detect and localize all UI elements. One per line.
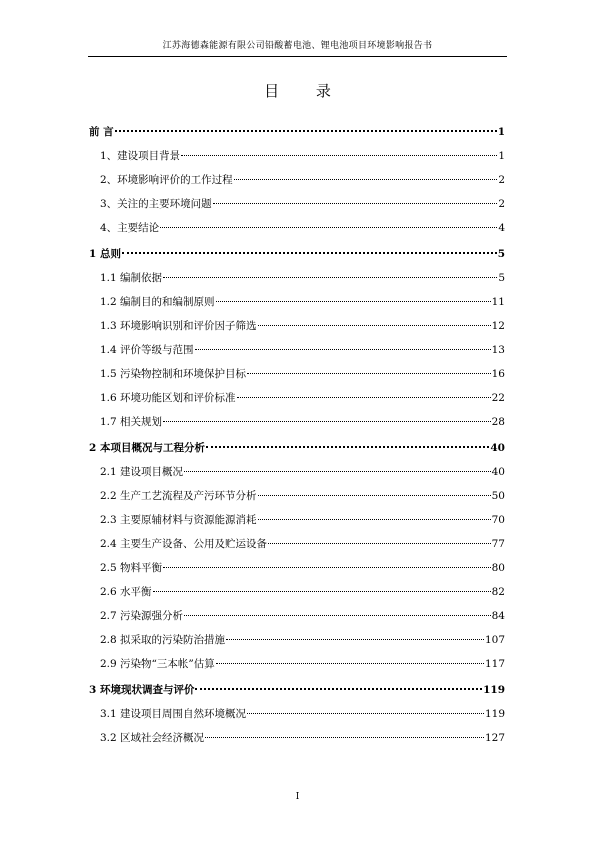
toc-section-entry[interactable] — [89, 270, 505, 294]
dot-leader — [195, 688, 482, 690]
toc-section-entry[interactable] — [89, 464, 505, 488]
toc-chapter-entry[interactable] — [89, 440, 505, 464]
toc-page-number: 107 — [484, 634, 505, 646]
toc-page-number: 11 — [491, 296, 505, 308]
toc-entry-text: 1.2 编制目的和编制原则 — [100, 296, 215, 308]
toc-section-entry[interactable] — [89, 366, 505, 390]
toc-entry-text: 2.7 污染源强分析 — [100, 610, 184, 622]
dot-leader — [181, 155, 497, 156]
toc-page-number: 40 — [490, 442, 505, 454]
toc-entry-text: 2.4 主要生产设备、公用及贮运设备 — [100, 538, 268, 550]
toc-section-entry[interactable] — [89, 536, 505, 560]
dot-leader — [184, 615, 491, 616]
toc-section-entry[interactable] — [89, 632, 505, 656]
toc-page-number: 5 — [498, 272, 505, 284]
dot-leader — [205, 737, 484, 738]
toc-entry-text: 3.2 区域社会经济概况 — [100, 732, 205, 744]
toc-section-entry[interactable] — [89, 294, 505, 318]
toc-section-entry[interactable] — [89, 390, 505, 414]
dot-leader — [184, 471, 491, 472]
dot-leader — [216, 301, 491, 302]
toc-entry-text: 2.6 水平衡 — [100, 586, 152, 598]
toc-page-number: 12 — [491, 320, 505, 332]
toc-entry-text: 1.1 编制依据 — [100, 272, 163, 284]
toc-section-entry[interactable] — [89, 172, 505, 196]
toc-entry-text: 2.9 污染物“三本帐”估算 — [100, 658, 215, 670]
toc-entry-text: 1.5 污染物控制和环境保护目标 — [100, 368, 247, 380]
running-header: 江苏海德森能源有限公司铅酸蓄电池、锂电池项目环境影响报告书 — [162, 41, 433, 51]
dot-leader — [160, 227, 497, 228]
toc-page-number: 82 — [491, 586, 505, 598]
toc-entry-text: 3 环境现状调查与评价 — [89, 684, 195, 696]
toc-page-number: 117 — [484, 658, 505, 670]
toc-page-number: 16 — [491, 368, 505, 380]
toc-entry-text: 2.8 拟采取的污染防治措施 — [100, 634, 226, 646]
toc-entry-text: 2.2 生产工艺流程及产污环节分析 — [100, 490, 257, 502]
toc-page-number: 22 — [491, 392, 505, 404]
toc-page-number: 127 — [484, 732, 505, 744]
toc-page-number: 84 — [491, 610, 505, 622]
toc-chapter-entry[interactable] — [89, 124, 505, 148]
dot-leader — [247, 713, 484, 714]
dot-leader — [258, 325, 491, 326]
toc-page-number: 119 — [484, 708, 505, 720]
dot-leader — [268, 543, 491, 544]
toc-section-entry[interactable] — [89, 512, 505, 536]
toc-page-number: 1 — [498, 150, 505, 162]
dot-leader — [115, 130, 497, 132]
dot-leader — [237, 397, 491, 398]
toc-entry-text: 4、主要结论 — [100, 222, 160, 234]
toc-title: 目 录 — [264, 82, 347, 100]
toc-page-number: 13 — [491, 344, 505, 356]
toc-entry-text: 2、环境影响评价的工作过程 — [100, 174, 233, 186]
toc-entry-text: 2.5 物料平衡 — [100, 562, 163, 574]
toc-page-number: 2 — [498, 198, 505, 210]
toc-chapter-entry[interactable] — [89, 246, 505, 270]
toc-page-number: 40 — [491, 466, 505, 478]
toc-page-number: 2 — [498, 174, 505, 186]
dot-leader — [213, 203, 498, 204]
toc-section-entry[interactable] — [89, 656, 505, 680]
toc-entry-text: 1.6 环境功能区划和评价标准 — [100, 392, 236, 404]
toc-entry-text: 1.7 相关规划 — [100, 416, 163, 428]
toc-section-entry[interactable] — [89, 706, 505, 730]
dot-leader — [226, 639, 484, 640]
toc-entry-text: 2.1 建设项目概况 — [100, 466, 184, 478]
toc-section-entry[interactable] — [89, 318, 505, 342]
dot-leader — [258, 519, 491, 520]
toc-page-number: 50 — [491, 490, 505, 502]
toc-section-entry[interactable] — [89, 220, 505, 244]
dot-leader — [153, 591, 491, 592]
toc-entry-text: 2 本项目概况与工程分析 — [89, 442, 205, 454]
toc-entry-text: 1.3 环境影响识别和评价因子筛选 — [100, 320, 257, 332]
toc-section-entry[interactable] — [89, 196, 505, 220]
toc-entry-text: 1.4 评价等级与范围 — [100, 344, 194, 356]
toc-entry-text: 2.3 主要原辅材料与资源能源消耗 — [100, 514, 257, 526]
toc-page-number: 1 — [497, 126, 505, 138]
dot-leader — [234, 179, 498, 180]
dot-leader — [258, 495, 491, 496]
toc-page-number: 4 — [498, 222, 505, 234]
toc-page-number: 119 — [483, 684, 505, 696]
toc-section-entry[interactable] — [89, 488, 505, 512]
toc-page-number: 28 — [491, 416, 505, 428]
dot-leader — [216, 663, 484, 664]
toc-section-entry[interactable] — [89, 560, 505, 584]
toc-section-entry[interactable] — [89, 148, 505, 172]
dot-leader — [122, 252, 497, 254]
toc-page-number: 70 — [491, 514, 505, 526]
dot-leader — [195, 349, 491, 350]
toc-entry-text: 前 言 — [89, 126, 114, 138]
toc-entry-text: 1、建设项目背景 — [100, 150, 181, 162]
dot-leader — [163, 421, 491, 422]
toc-chapter-entry[interactable] — [89, 682, 505, 706]
dot-leader — [247, 373, 491, 374]
toc-section-entry[interactable] — [89, 342, 505, 366]
toc-page-number: 80 — [491, 562, 505, 574]
toc-section-entry[interactable] — [89, 414, 505, 438]
toc-section-entry[interactable] — [89, 730, 505, 754]
dot-leader — [163, 277, 497, 278]
toc-entry-text: 3.1 建设项目周围自然环境概况 — [100, 708, 247, 720]
header-rule — [88, 56, 507, 57]
toc-entry-text: 1 总则 — [89, 248, 121, 260]
dot-leader — [206, 446, 489, 448]
toc-page-number: 77 — [491, 538, 505, 550]
toc-page-number: 5 — [497, 248, 505, 260]
toc-section-entry[interactable] — [89, 608, 505, 632]
page-number: I — [295, 792, 300, 802]
dot-leader — [163, 567, 491, 568]
table-of-contents — [89, 124, 505, 754]
toc-entry-text: 3、关注的主要环境问题 — [100, 198, 212, 210]
toc-section-entry[interactable] — [89, 584, 505, 608]
